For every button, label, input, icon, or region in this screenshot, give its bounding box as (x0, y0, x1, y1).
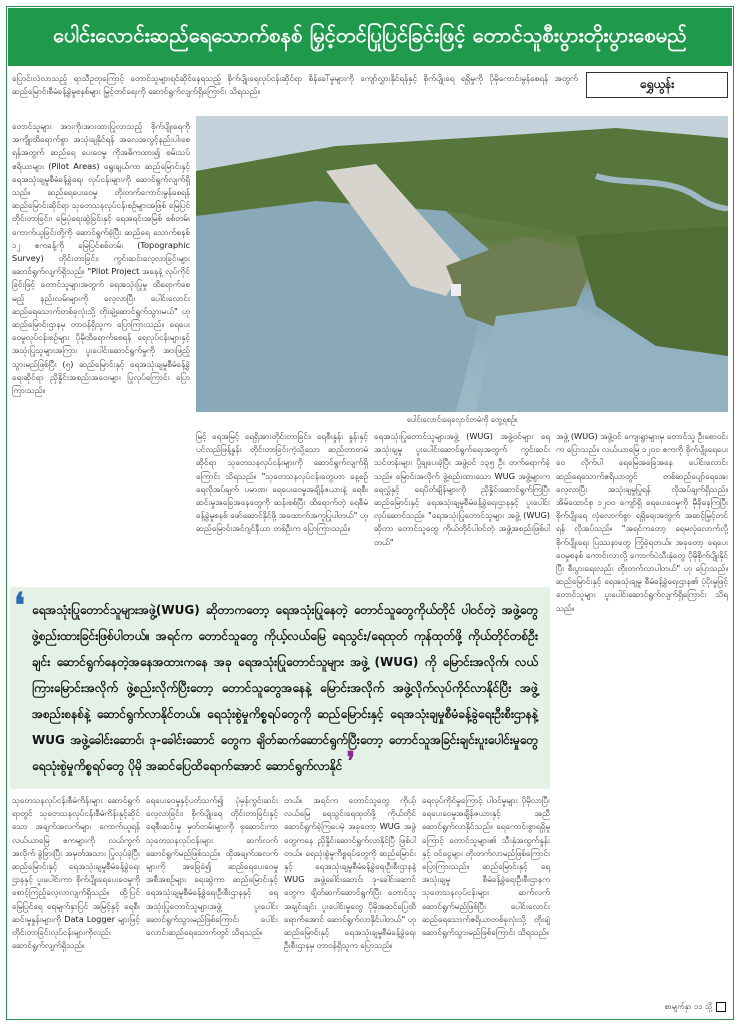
pull-quote-box (10, 587, 550, 789)
end-mark-icon (716, 1002, 726, 1012)
bottom-column-1: သုတေသနလုပ်ငန်းစီမံကိန်းများ ဆောင်ရွက်ရာတွင် သုတေသနလုပ်ငန်းစီမံကိန်းနှင့်ဆိုင်သော အချက်အလက်များ ကောက်ယူရန် လယ်ယာမြေ ဧကများကို လယ်ကွက်အလိုက် ခွဲခြားပြီး အမှတ်အသား ပြုလုပ်ခဲ့ပြီး ဆည်မြောင်းနှင့် ရေအသုံးချမှုစီမံခန့်ခွဲရေးဌာနနှင့် ပူးပေါင်းကာ စိုက်ပျိုးရေပေးဝေမှုကို စောင့်ကြည့်လေ့လာလျက်ရှိသည်။ ထို့ပြင် မြေပြင်ရေ ရေမျက်နှာပြင် အမြင့်နှင့် ရေစီးဆင်းမှုနှုန်းများကို Data Logger များဖြင့် တိုင်းတာခြင်းလုပ်ငန်းများကိုလည်း ဆောင်ရွက်လျက်ရှိသည်။ (12, 795, 140, 951)
dam-photo-illustration (196, 116, 728, 412)
intro-paragraph: ပြောင်းလဲလာသည့် ရာသီဥတုကြောင့် တောင်သူများရင်ဆိုင်နေရသည့် စိုက်ပျိုးရေလုပ်ငန်းဆိုင်ရာ စိန်ခေါ်မှုများကို ကျော်လွှားနိုင်ရန်နှင့် စိုက်ပျိုးရေ ရရှိမှုကို ပိုမိုကောင်းမွန်စေရန် အတွက် ဆည်မြောင်းစီမံခန့်ခွဲမှုစနစ်များ မြှင့်တင်ရေးကို ဆောင်ရွက်လျက်ရှိကြောင်း သိရသည်။ (12, 73, 578, 97)
close-quote-icon: ❜ (346, 747, 356, 777)
headline: ပေါင်းလောင်းဆည်ရေသောက်စနစ် မြှင့်တင်ပြုပြင်ခြင်းဖြင့် တောင်သူစီးပွားတိုးပွားစေမည် (8, 8, 732, 66)
photo-caption: ပေါင်းလောင်းရေလှောင်တမံကို တွေ့ရစဉ်။ (406, 415, 518, 424)
byline-box: ရွှေယွန်း (586, 72, 728, 98)
open-quote-icon: ❛ (14, 587, 25, 626)
article-column-1: တောင်သူများ အားကိုးအားထားပြုလာသည့် စိုက်ပျိုးရေကို အကျိုးထိရောက်စွာ အသုံးချနိုင်ရန် အလေအလွင့်နည်းပါးစေရန်အတွက် ဆည်ရေ ပေးဝေမှု ကိုအဓိကထား၍ စမ်းသပ်ဧရိယာများ (Pilot Areas) ရွေးချယ်ကာ ဆည်မြောင်းနှင့် ရေအသုံးချမှုစီမံခန့်ခွဲရေး လုပ်ငန်းများကို ဆောင်ရွက်လျက်ရှိသည်။ ဆည်ရေပေးဝေမှု တိုးတက်ကောင်းမွန်စေရန် ဆည်မြောင်းဆိုင်ရာ သုတေသနလုပ်ငန်းစဉ်များအဖြစ် မြေပြင်တိုင်းတာခြင်း၊ မြေပုံရေးဆွဲခြင်းနှင့် ရေအရင်းအမြစ် စစ်တမ်းကောက်ယူခြင်းတို့ကို ဆောင်ရွက်ခဲ့ပြီး ဆည်ရေ သောက်စနစ် ၁၂ ဧကခန့်ကို မြေပြင်စစ်တမ်း (Topographic Survey) တိုင်းတာခြင်း၊ ကွင်းဆင်းလေ့လာခြင်းများ ဆောင်ရွက်လျက်ရှိသည်။ "Pilot Project အနေနဲ့ လုပ်ကိုင်ခြင်းဖြင့် တောင်သူများအတွက် ရေအသုံးပြုမှု ထိရောက်စေမည့် နည်းလမ်းများကို လေ့လာပြီး ပေါင်းလောင်းဆည်ရေသောက်တစ်ခုလုံးသို့ တိုးချဲ့ဆောင်ရွက်သွားမယ်" ဟု ဆည်မြောင်းဌာနမှ တာဝန်ရှိသူက ပြောကြားသည်။ ရေပေးဝေမှုလုပ်ငန်းစဉ်များ ပိုမိုထိရောက်စေရန် ရေလုပ်ငန်းများနှင့် အသုံးပြုသူများအကြား ပူးပေါင်းဆောင်ရွက်မှုကို အားဖြည့်သွားမည်ဖြစ်ပြီး (၅) ဆည်မြောင်းနှင့် ရေအသုံးချမှုစီမံခန့်ခွဲရေးဆိုင်ရာ ညှိနှိုင်းအစည်းအဝေးများ ပြုလုပ်ကြောင်း ပြောကြားသည်။ (12, 121, 190, 396)
continued-note: စာမျက်နှာ ၁၁ သို့ (664, 1002, 712, 1011)
bottom-column-2: ရေပေးဝေမှုနှင့်ပတ်သက်၍ ပုံမှန်ကွင်းဆင်းလေ့လာခြင်း၊ စိုက်ပျိုးရေ တိုင်းတာခြင်းနှင့် ရေစီးဆင်းမှု မှတ်တမ်းများကို စုဆောင်းကာ သုတေသနလုပ်ငန်းများ ဆက်လက်ဆောင်ရွက်မည်ဖြစ်သည်။ ထိုအချက်အလက်များကို အခြေခံ၍ ဆည်ရေပေးဝေမှုအစီအစဉ်များ ရေးဆွဲကာ ဆည်မြောင်းနှင့် ရေအသုံးချမှုစီမံခန့်ခွဲရေးဦးစီးဌာနနှင့် ရေအသုံးပြုတောင်သူများအဖွဲ့ ပူးပေါင်းဆောင်ရွက်သွားမည်ဖြစ်ကြောင်း ပေါင်းလောင်းဆည်ရေသောက်တွင် သိရသည်။ (146, 795, 278, 938)
article-column-2: မြင့် ရေအမြင့် ရေရှိအားတိုင်းတာခြင်း၊ ရေစီးနှုန်း နှုန်းနှင့် ပင်လည်ဖြန့်နှုန်း တိုင်းတာခြင်းကဲ့သို့သော ဆည်တာတမံဆိုင်ရာ သုတေသနလုပ်ငန်းများကို ဆောင်ရွက်လျက်ရှိကြောင်း သိရသည်။ "သုတေသနလုပ်ငန်းတွေဟာ နေ့စဉ်ရေလိုအပ်ချက် ပမာဏ၊ ရေပေးဝေမှုအချိန်ဇယားနဲ့ ရေစီးဆင်းမှုအခြေအနေတွေကို ဆန်းစစ်ပြီး ထိရောက်တဲ့ ရေစီမံခန့်ခွဲမှုစနစ် ဖော်ဆောင်နိုင်ဖို့ အထောက်အကူပြုပါတယ်" ဟု ဆည်မြောင်းအင်ဂျင်နီယာ တစ်ဦးက ပြောကြားသည်။ (196, 431, 368, 534)
article-column-4: အဖွဲ့ (WUG) အဖွဲ့ဝင် ကျေးရွာများမှ တောင်သူ ဦးစောဝင်းက ပြောသည်။ လယ်ယာမြေ ၁၂၀၀ ဧကကို စိုက်ပျိုးရေပေးဝေ လိုက်ပါ ရေမြေအခြေအနေ ပေါင်းလောင်းဆည်ရေသောက်ဧရိယာတွင် တစ်ဆည်ပျော်ရေအေး လေ့လာပြီး အသုံးချမှုပြုရန် လိုအပ်ချက်ရှိသည်။ အိမ်ထောင်စု ၁၂၀၀ ကျော်ရှိ ရေပေးဝေမှုကို မှီခိုနေကြပြီး စိုက်ပျိုးရေ လုံလောက်စွာ ရရှိရေးအတွက် အဆင့်မြှင့်တင်ရန် လိုအပ်သည်။ "အရင်ကတော့ ရေမလုံလောက်လို့ စိုက်ပျိုးရေး ပြဿနာတွေ ကြုံခဲ့ရတယ်။ အခုတော့ ရေပေးဝေမှုစနစ် ကောင်းလာလို့ ကောက်ပဲသီးနှံတွေ ပိုမိုစိုက်ပျိုးနိုင်ပြီး စီးပွားရေးလည်း တိုးတက်လာပါတယ်" ဟု ပြောသည်။ ဆည်မြောင်းနှင့် ရေအသုံးချမှု စီမံခန့်ခွဲရေးဌာန၏ ပံ့ပိုးမှုဖြင့် တောင်သူများ ပူးပေါင်းဆောင်ရွက်လျက်ရှိကြောင်း သိရသည်။ (556, 431, 728, 613)
article-column-3: ရေအသုံးပြုတောင်သူများအဖွဲ့ (WUG) အဖွဲ့ဝင်များ ရေအသုံးချမှု ပူးပေါင်းဆောင်ရွက်ရေးအတွက် ကွင်းဆင်းသင်တန်းများ ပို့ချပေးခဲ့ပြီး အဖွဲ့ဝင် ၁၃၅ ဦး တက်ရောက်ခဲ့သည်။ မြောင်းအလိုက် ဖွဲ့စည်းထားသော WUG အဖွဲ့များက ရေလွှဲနှင့် ရေပိတ်ချိန်များကို ညှိနှိုင်းဆောင်ရွက်ကြပြီး ဆည်မြောင်းနှင့် ရေအသုံးချမှုစီမံခန့်ခွဲရေးဌာနနှင့် ပူးပေါင်းလုပ်ဆောင်သည်။ "ရေအသုံးပြုတောင်သူများ အဖွဲ့ (WUG) ဆိုတာ တောင်သူတွေ ကိုယ်တိုင်ပါဝင်တဲ့ အဖွဲ့အစည်းဖြစ်ပါတယ်" (374, 431, 550, 547)
bottom-column-3: တယ်။ အရင်က တောင်သူတွေ ကိုယ့်လယ်မြေ ရေသွင်းရေထုတ်ဖို့ ကိုယ်တိုင်ဆောင်ရွက်ခဲ့ကြပေမဲ့ အခုတော့ WUG အဖွဲ့ တွေကနေ ညှိနှိုင်းဆောင်ရွက်လာနိုင်ပြီ ဖြစ်ပါတယ်။ ရေသုံးစွဲမှုကိစ္စရပ်တွေကို ဆည်မြောင်းနှင့် ရေအသုံးချမှုစီမံခန့်ခွဲရေးဦးစီးဌာနနဲ့ WUG အဖွဲ့ခေါင်းဆောင်၊ ဒု-ခေါင်းဆောင်တွေက ချိတ်ဆက်ဆောင်ရွက်ပြီး တောင်သူအချင်းချင်း ပူးပေါင်းမှုတွေ ပိုမိုအဆင်ပြေထိရောက်အောင် ဆောင်ရွက်လာနိုင်ပါတယ်" ဟု ဆည်မြောင်းနှင့် ရေအသုံးချမှုစီမံခန့်ခွဲရေးဦးစီးဌာနမှ တာဝန်ရှိသူက ပြောသည်။ (284, 795, 416, 951)
dam-photo (196, 116, 728, 412)
pull-quote-text: ရေအသုံးပြုတောင်သူများအဖွဲ့(WUG) ဆိုတာကတော့ ရေအသုံးပြုနေတဲ့ တောင်သူတွေကိုယ်တိုင် ပါဝင်တဲ့ အဖွဲ့တွေဖွဲ့စည်းထားခြင်းဖြစ်ပါတယ်။ အရင်က တောင်သူတွေ ကိုယ့်လယ်မြေ ရေသွင်း/ရေထုတ် ကုန်ထုတ်ဖို့ ကိုယ်တိုင်တစ်ဦးချင်း ဆောင်ရွက်နေတဲ့အနေအထားကနေ အခု ရေအသုံးပြုတောင်သူများ အဖွဲ့ (WUG) ကို မြောင်းအလိုက်၊ လယ်ကြားမြောင်းအလိုက် ဖွဲ့စည်းလိုက်ပြီးတော့ တောင်သူတွေအနေနဲ့ မြောင်းအလိုက် အဖွဲ့လိုက်လုပ်ကိုင်လာနိုင်ပြီး အဖွဲ့အစည်းစနစ်နဲ့ ဆောင်ရွက်လာနိုင်တယ်။ ရေသုံးစွဲမှုကိစ္စရပ်တွေကို ဆည်မြောင်းနှင့် ရေအသုံးချမှုစီမံခန့်ခွဲရေးဦးစီးဌာနနဲ့ WUG အဖွဲ့ခေါင်းဆောင်၊ ဒု-ခေါင်းဆောင် တွေက ချိတ်ဆက်ဆောင်ရွက်ပြီးတော့ တောင်သူအခြင်းချင်းပူးပေါင်းမှုတွေ ရေသုံးစွဲမှုကိစ္စရပ်တွေ ပိုမို အဆင်ပြေထိရောက်အောင် ဆောင်ရွက်လာနိုင် (32, 603, 538, 773)
bottom-column-4: ရေလုပ်ကိုင်မှုကြောင့် ပါဝင်မှုများ ပိုမိုလာပြီး ရေပေးဝေမှုအချိန်ဇယားနှင့် အညီ ဆောင်ရွက်လာနိုင်သည်။ ရေကောင်းစွာရရှိမှုကြောင့် တောင်သူများ၏ သီးနှံအထွက်နှုန်းနှင့် ဝင်ငွေများ တိုးတက်လာမည်ဖြစ်ကြောင်း ပြောကြားသည်။ ဆည်မြောင်းနှင့် ရေအသုံးချမှု စီမံခန့်ခွဲရေးဦးစီးဌာနက သုတေသနလုပ်ငန်းများ ဆက်လက်ဆောင်ရွက်မည်ဖြစ်ပြီး ပေါင်းလောင်းဆည်ရေသောက်ဧရိယာတစ်ခုလုံးသို့ တိုးချဲ့ဆောင်ရွက်သွားမည်ဖြစ်ကြောင်း သိရသည်။ (422, 795, 550, 938)
